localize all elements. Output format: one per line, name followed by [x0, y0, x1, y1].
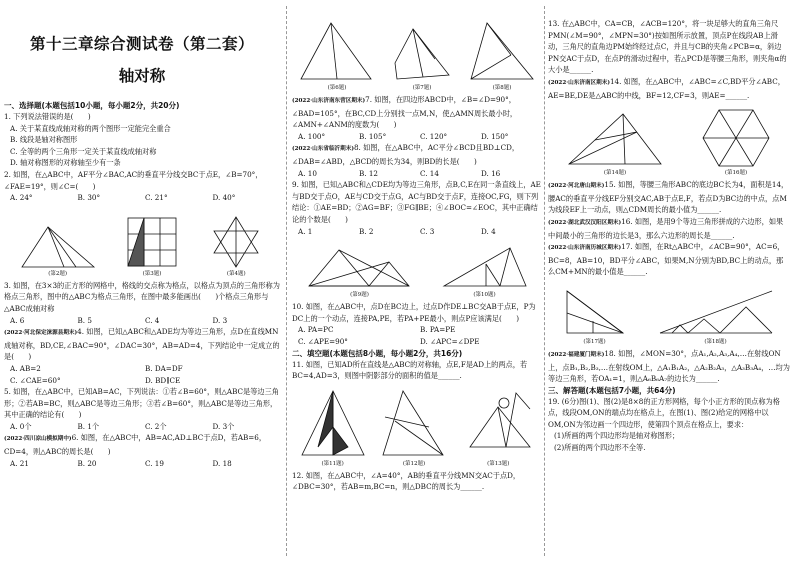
- option: A. 0个: [10, 421, 32, 431]
- option: B. DA=DF: [145, 363, 183, 373]
- figure: [440, 244, 530, 299]
- option: A. 100°: [298, 131, 326, 141]
- section-heading: 三、解答题(本题包括7小题，共64分): [548, 385, 676, 395]
- question-source: (2022·河北唐山期末): [548, 183, 605, 190]
- question-source: (2022·福建厦门期末): [548, 351, 605, 358]
- option: C. 3: [420, 226, 435, 236]
- question-stem: 5. 如图，在△ABC中，已知AB=AC，下列说法：①若∠B=60°，则△ABC是等边三角形；②若AB=BC，则△ABC是等边三角形；③若∠B=60°，则△ABC是等边三角形，其中正确的结论有( ): [4, 387, 279, 420]
- figure-caption: (第10题): [473, 292, 496, 299]
- figure: [565, 110, 665, 177]
- question-source: (2022·河北保定涞源县期末): [4, 330, 78, 337]
- options-grid: [4, 363, 280, 386]
- option: C. ∠APE=90°: [298, 336, 348, 346]
- quadrilateral-figure: [387, 19, 457, 85]
- question-stem: (2022·山东济南东营区期末)7. 如图，在四边形ABCD中，∠B=∠D=90°，∠BAD=105°，在BC,CD上分别找一点M,N，使△AMN周长最小时，∠AMN+∠ANM的度数为( ): [292, 95, 518, 130]
- option: D. 3: [212, 315, 228, 325]
- option: B. 30°: [77, 193, 101, 203]
- question-stem: (2022·山东济南区期末)14. 如图，在△ABC中，∠ABC=∠C,BD平分∠ABC，AE=BE,DE是△ABC的中线，BF=12,CF=3，则AE=______.: [548, 76, 785, 100]
- column-divider: [286, 6, 287, 556]
- option: C. 14: [420, 168, 439, 178]
- right-triangle-figure: [563, 285, 627, 339]
- section-heading: 一、选择题(本题包括10小题，每小题2分，共20分): [4, 101, 180, 110]
- question-source: (2022·山东济南历城区期末): [548, 245, 622, 252]
- figure: [18, 221, 98, 278]
- equilateral-triangles-figure: [305, 244, 415, 292]
- triangle-figure: [565, 110, 665, 170]
- figure-caption: (第14题): [603, 170, 627, 177]
- option: B. PA=PE: [420, 325, 456, 335]
- options-grid: [292, 324, 542, 347]
- option: C. 2个: [145, 421, 167, 431]
- figure-row: [292, 239, 542, 299]
- figure-caption: (第8题): [492, 85, 512, 91]
- options-row: [292, 131, 542, 143]
- option: B. 1个: [77, 421, 100, 431]
- option: C. 120°: [420, 131, 448, 141]
- section-heading: 二、填空题(本题包括8小题，每小题2分，共16分): [292, 348, 463, 358]
- figure: [467, 19, 537, 92]
- figure: [563, 285, 627, 346]
- question-stem: 9. 如图，已知△ABC和△CDE均为等边三角形，点B,C,E在同一条直线上，AE与BD交于点O，AE与CD交于点G，AC与BD交于点F，连接OC,FG，则下列结论：①AE=BD；②AG=BF；③FG∥BE；④∠BOC=∠EOC，其中正确结论的个数是( ): [292, 180, 541, 224]
- options-row: [4, 315, 280, 327]
- option: D. 轴对称图形的对称轴至少有一条: [10, 158, 121, 168]
- question-source: (2022·湖北武汉汉阳区期末): [548, 219, 622, 226]
- option: A. 6: [10, 315, 25, 325]
- option: D. ∠APC=∠DPE: [420, 336, 480, 346]
- page-title: 第十三章综合测试卷（第二套）: [29, 35, 254, 53]
- figure-caption: (第12题): [402, 460, 426, 467]
- figure: [387, 19, 457, 92]
- figure: [206, 213, 266, 278]
- figure: [305, 244, 415, 299]
- options-row: [292, 168, 542, 180]
- figure-row: [548, 103, 790, 177]
- angle-triangles-figure: [656, 285, 776, 339]
- figure: [297, 19, 377, 92]
- figure: [699, 106, 773, 177]
- figure-caption: (第18题): [704, 338, 727, 345]
- page-subtitle: 轴对称: [118, 67, 166, 85]
- triangle-ruler-figure: [460, 387, 536, 461]
- question-stem: 10. 如图，在△ABC中，点D在BC边上，过点D作DE⊥BC交AB于点E，P为DC上的一个动点，连接PA,PE，若PA+PE最小，则点P应该满足( ): [292, 302, 536, 323]
- column-right: [548, 0, 790, 561]
- option: C. 21°: [145, 193, 168, 203]
- question-stem: (2022·湖北武汉汉阳区期末)16. 如图，是用9个等边三角形拼成的六边形，如果中间最小的三角形的边长是3，那么六边形的周长是______.: [548, 216, 784, 240]
- question-stem: 12. 如图，在△ABC中，∠A=40°，AB的垂直平分线MN交AC于点D，∠DBC=30°，若AB=m,BC=n，则△DBC的周长为______.: [292, 470, 521, 492]
- question-source: (2022·四川凉山模拟期中): [4, 436, 72, 443]
- question-stem: 19. (6分)图(1)、图(2)是8×8的正方形网格，每个小正方形的顶点称为格点，线段OM,ON的端点均在格点上，在图(1)、图(2)给定的网格中以OM,ON为邻边画一个四边形，使第四个顶点在格点上，要求：: [548, 396, 780, 429]
- figure-caption: (第6题): [327, 85, 347, 91]
- question-stem: 3. 如图，在3×3的正方形的网格中，格线的交点称为格点，以格点为顶点的三角形称为格点三角形，图中的△ABC为格点三角形，在图中最多能画出( )个格点三角形与△ABC成轴对称: [4, 280, 280, 313]
- shaded-triangle-figure: [298, 387, 368, 461]
- figure: [460, 387, 536, 468]
- figure-row: [292, 12, 542, 92]
- figure-caption: (第17题): [583, 338, 606, 345]
- options-row: [292, 226, 542, 238]
- figure-row: [292, 384, 542, 468]
- figure-caption: (第16题): [724, 170, 748, 177]
- option: D. 40°: [212, 193, 236, 203]
- option: B. 2: [359, 226, 374, 236]
- figure: [656, 285, 776, 346]
- requirement: (1)所画的两个四边形均是轴对称图形；: [554, 431, 680, 441]
- figure-caption: (第11题): [321, 460, 344, 467]
- question-stem: 11. 如图，已知AD所在直线是△ABC的对称轴，点E,F是AD上的两点，若BC=4,AD=3，则图中阴影部分的面积的值是______.: [292, 359, 528, 381]
- column-middle: [292, 0, 542, 561]
- option: D. BD∥CE: [145, 375, 181, 385]
- option: B. 线段是轴对称图形: [10, 135, 78, 145]
- grid-figure: [125, 215, 179, 271]
- option: D. 3个: [212, 421, 235, 431]
- column-divider: [544, 6, 545, 556]
- option: A. 1: [298, 226, 313, 236]
- star-figure: [206, 213, 266, 271]
- figure-caption: (第13题): [487, 460, 510, 467]
- column-left: [4, 0, 280, 561]
- option: A. 10: [298, 168, 317, 178]
- option: C. ∠CAE=60°: [10, 375, 61, 385]
- figure-caption: (第9题): [350, 292, 369, 299]
- figure-row: [548, 280, 790, 346]
- figure-caption: (第2题): [48, 270, 68, 277]
- question-source: (2022·山东省临沂期末): [292, 146, 354, 153]
- option: A. AB=2: [10, 363, 41, 373]
- option: C. 19: [145, 458, 164, 468]
- option: B. 12: [359, 168, 378, 178]
- option: D. 4: [481, 226, 496, 236]
- question-stem: (2022·山东省临沂期末)8. 如图，在△ABC中，AC平分∠BCD且BD⊥CD，∠DAB=∠ABD，△BCD的周长为34，则BD的长是( ): [292, 143, 520, 166]
- question-stem: (2022·山东济南历城区期末)17. 如图，在Rt△ABC中，∠ACB=90°，AC=6，BC=8，AB=10，BD平分∠ABC，如果M,N分别为BD,BC上的动点，那么CM+MN的最小值是______.: [548, 242, 785, 277]
- options-row: [4, 192, 280, 204]
- question-stem: (2022·福建厦门期末)18. 如图，∠MON=30°，点A₁,A₂,A₃,A₄,…在射线ON上，点B₁,B₂,B₃,…在射线OM上，△A₁B₁A₂，△A₂B₂A₃，△A₃B₃A₄，…均为等边三角形，若OA₁=1，则△A₆B₆A₇的边长为______.: [548, 348, 790, 384]
- figure: [298, 387, 368, 468]
- requirement: (2)所画的两个四边形不全等.: [554, 443, 646, 453]
- option: B. 5: [77, 315, 92, 325]
- triangle-figure: [440, 244, 530, 292]
- figure: [125, 215, 179, 278]
- question-source: (2022·山东济南区期末): [548, 79, 610, 86]
- option: A. 24°: [10, 193, 33, 203]
- triangle-figure: [379, 387, 449, 461]
- figure-caption: (第3题): [142, 270, 162, 277]
- option: A. PA=PC: [298, 325, 334, 335]
- option: D. 150°: [481, 131, 509, 141]
- figure-row: [4, 206, 280, 278]
- triangle-figure: [297, 19, 377, 85]
- question-stem: (2022·河北保定涞源县期末)4. 如图，已知△ABC和△ADE均为等边三角形，点D在直线MN成轴对称，BD,CE,∠BAC=90°，∠DAC=30°，AB=AD=4，下列结论中一定成立的是( ): [4, 327, 280, 362]
- option: B. 105°: [359, 131, 387, 141]
- options-row: [4, 421, 280, 433]
- question-stem: 13. 在△ABC中，CA=CB，∠ACB=120°，将一块足够大的直角三角尺PMN(∠M=90°，∠MPN=30°)按如图所示放置，顶点P在线段AB上滑动，三角尺的直角边PM始终经过点C，并且与CB的夹角∠PCB=α，斜边PN交AC于点D，在点P的滑动过程中，若△PCD是等腰三角形，则夹角α的大小是______.: [548, 19, 787, 75]
- option: C. 全等的两个三角形一定关于某直线成轴对称: [10, 146, 157, 156]
- figure-caption: (第7题): [412, 85, 432, 91]
- option: A. 关于某直线成轴对称的两个图形一定能完全重合: [10, 123, 171, 133]
- option: D. 16: [481, 168, 501, 178]
- option: C. 4: [145, 315, 160, 325]
- option: A. 21: [10, 458, 29, 468]
- question-source: (2022·山东济南东营区期末): [292, 98, 366, 104]
- triangle-figure: [467, 19, 537, 85]
- question-stem: 1. 下列说法错误的是( ): [4, 112, 91, 121]
- figure: [379, 387, 449, 468]
- question-stem: (2022·河北唐山期末)15. 如图，等腰三角形ABC的底边BC长为4，面积是14，腰AC的垂直平分线EF分别交AC,AB于点E,F，若点D为BC边的中点，点M为线段EF上一动点，则△CDM周长的最小值为______.: [548, 180, 789, 215]
- triangle-figure: [18, 221, 98, 271]
- option: B. 20: [77, 458, 97, 468]
- figure-caption: (第4题): [226, 270, 246, 277]
- option: D. 18: [212, 458, 232, 468]
- options-row: [4, 458, 280, 470]
- hexagon-figure: [699, 106, 773, 170]
- question-stem: (2022·四川凉山模拟期中)6. 如图，在△ABC中，AB=AC,AD⊥BC于点D，若AB=6，CD=4，则△ABC的周长是( ): [4, 433, 267, 457]
- question-stem: 2. 如图，在△ABC中，AF平分∠BAC,AC的垂直平分线交BC于点E，∠B=70°，∠FAE=19°，则∠C=( ): [4, 169, 263, 191]
